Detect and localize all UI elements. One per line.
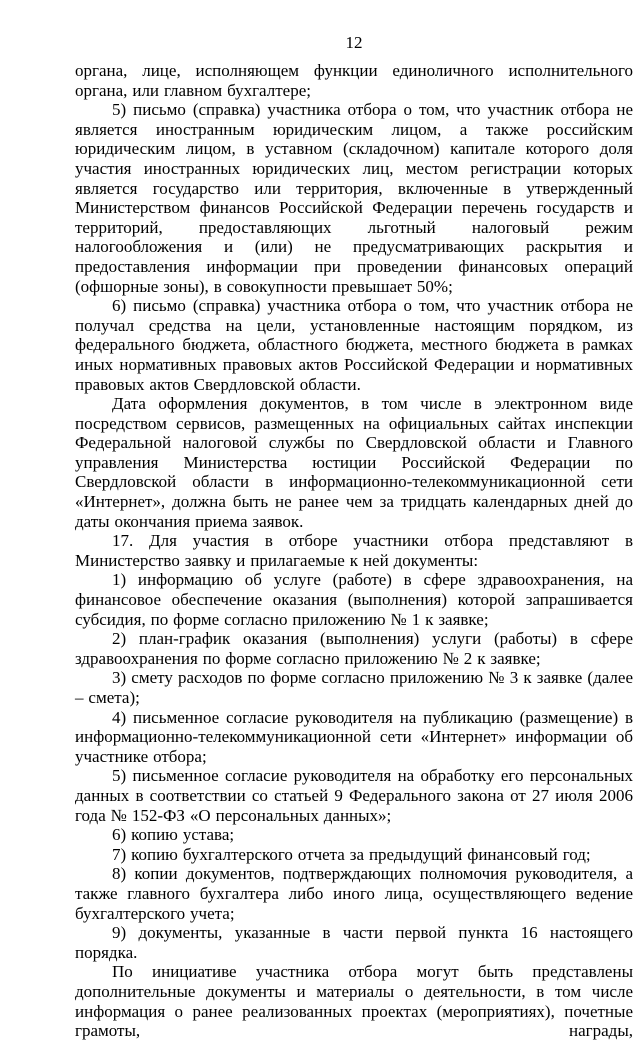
paragraph: 5) письмо (справка) участника отбора о том, что участник отбора не является иностранным юридическим лицом, а также российским юридическим лицом, в уставном (складочном) капитале которого доля участия иностранных юридических лиц, местом регистрации которых является государство или территория, включенные в утвержденный Министерством финансов Российской Федерации перечень государств и территорий, предоставляющих льготный налоговый режим налогообложения и (или) не предусматривающих раскрытия и предоставления информации при проведении финансовых операций (офшорные зоны), в совокупности превышает 50%; [75,100,633,296]
paragraph: 6) письмо (справка) участника отбора о том, что участник отбора не получал средства на цели, установленные настоящим порядком, из федерального бюджета, областного бюджета, местного бюджета в рамках иных нормативных правовых актов Российской Федерации и нормативных правовых актов Свердловской области. [75,296,633,394]
paragraph: 1) информацию об услуге (работе) в сфере здравоохранения, на финансовое обеспечение оказания (выполнения) которой запрашивается субсидия, по форме согласно приложению № 1 к заявке; [75,570,633,629]
paragraph: Дата оформления документов, в том числе в электронном виде посредством сервисов, размещенных на официальных сайтах инспекции Федеральной налоговой службы по Свердловской области и Главного управления Министерства юстиции Российской Федерации по Свердловской области в информационно-телекоммуникационной сети «Интернет», должна быть не ранее чем за тридцать календарных дней до даты окончания приема заявок. [75,394,633,531]
paragraph: 6) копию устава; [112,825,235,845]
paragraph: 4) письменное согласие руководителя на публикацию (размещение) в информационно-телекоммуникационной сети «Интернет» информации об участнике отбора; [75,707,633,766]
paragraph: 17. Для участия в отборе участники отбора представляют в Министерство заявку и прилагаемые к ней документы: [75,531,633,570]
paragraph: 2) план-график оказания (выполнения) услуги (работы) в сфере здравоохранения по форме согласно приложению № 2 к заявке; [75,629,633,668]
paragraph: 9) документы, указанные в части первой пункта 16 настоящего порядка. [75,923,633,962]
paragraph: органа, лице, исполняющем функции единоличного исполнительного органа, или главном бухгалтере; [75,61,633,100]
paragraph: 7) копию бухгалтерского отчета за предыдущий финансовый год; [112,844,591,864]
paragraph: 5) письменное согласие руководителя на обработку его персональных данных в соответствии со статьей 9 Федерального закона от 27 июля 2006 года № 152-ФЗ «О персональных данных»; [75,766,633,825]
page-number: 12 [345,33,363,52]
paragraph: По инициативе участника отбора могут быть представлены дополнительные документы и материалы о деятельности, в том числе информация о ранее реализованных проектах (мероприятиях), почетные грамоты, награды, [75,962,633,1041]
paragraph: 8) копии документов, подтверждающих полномочия руководителя, а также главного бухгалтера либо иного лица, осуществляющего ведение бухгалтерского учета; [75,864,633,923]
paragraph: 3) смету расходов по форме согласно приложению № 3 к заявке (далее – смета); [75,668,633,707]
text-block [75,61,633,1041]
